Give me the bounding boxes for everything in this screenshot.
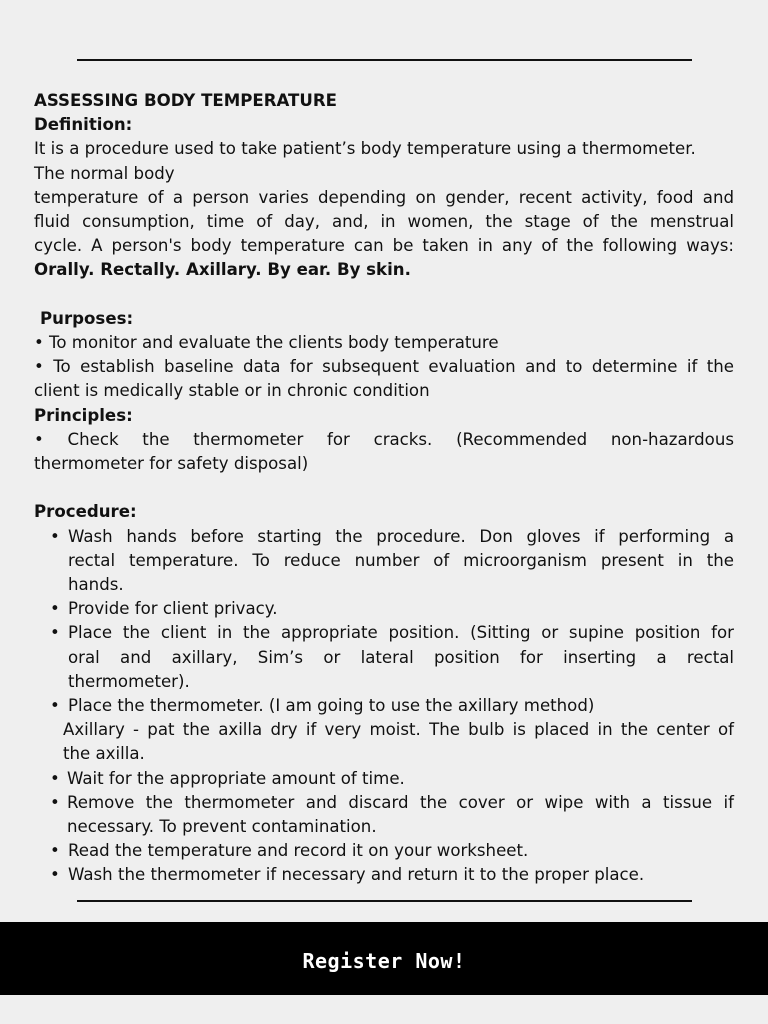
- bullet-icon: •: [50, 696, 60, 716]
- list-item: [34, 597, 734, 621]
- list-item: [34, 694, 734, 718]
- bullet-icon: •: [50, 841, 60, 861]
- register-now-button[interactable]: Register Now!: [302, 949, 466, 973]
- procedure-line: Provide for client privacy.: [68, 599, 278, 619]
- document-title: ASSESSING BODY TEMPERATURE: [34, 91, 337, 110]
- procedure-line: Read the temperature and record it on your worksheet.: [68, 841, 529, 861]
- bullet-icon: •: [50, 768, 60, 788]
- procedure-line: oral and axillary, Sim’s or lateral position for inserting a rectal: [68, 647, 734, 667]
- bullet-icon: •: [50, 792, 60, 812]
- purpose-line: client is medically stable or in chronic condition: [34, 381, 430, 401]
- axillary-note-line: the axilla.: [63, 744, 145, 764]
- procedure-line: Wait for the appropriate amount of time.: [67, 768, 405, 788]
- procedure-line: Wash hands before starting the procedure. Don gloves if performing a: [68, 526, 734, 546]
- purpose-line: • To establish baseline data for subsequent evaluation and to determine if the: [34, 357, 734, 377]
- principle-line: • Check the thermometer for cracks. (Recommended non-hazardous: [34, 429, 734, 449]
- definition-line: It is a procedure used to take patient’s body temperature using a thermometer.: [34, 139, 696, 159]
- definition-line: The normal body: [34, 163, 175, 183]
- list-item: [34, 621, 734, 694]
- measurement-ways: Orally. Rectally. Axillary. By ear. By skin.: [34, 260, 411, 280]
- definition-line: fluid consumption, time of day, and, in women, the stage of the menstrual: [34, 212, 734, 232]
- bullet-icon: •: [50, 623, 60, 643]
- procedure-list-continued: [34, 767, 734, 888]
- procedure-line: necessary. To prevent contamination.: [67, 817, 377, 837]
- list-item: [34, 525, 734, 598]
- bullet-icon: •: [50, 526, 60, 546]
- spacer: [34, 283, 734, 307]
- document-body: [34, 89, 734, 888]
- bullet-icon: •: [50, 865, 60, 885]
- spacer: [34, 476, 734, 500]
- principle-line: thermometer for safety disposal): [34, 454, 309, 474]
- procedure-line: Place the thermometer. (I am going to use the axillary method): [68, 696, 595, 716]
- list-item: [34, 791, 734, 839]
- top-divider: [77, 59, 692, 61]
- bottom-divider: [77, 900, 692, 902]
- procedure-line: hands.: [68, 575, 124, 595]
- axillary-note-line: Axillary - pat the axilla dry if very moist. The bulb is placed in the center of: [63, 720, 734, 740]
- list-item: [34, 839, 734, 863]
- list-item: [34, 767, 734, 791]
- purpose-line: • To monitor and evaluate the clients body temperature: [34, 333, 499, 353]
- procedure-line: thermometer).: [68, 671, 190, 691]
- definition-heading: Definition:: [34, 115, 133, 135]
- list-item: [34, 863, 734, 887]
- axillary-note: [34, 718, 734, 766]
- bullet-icon: •: [50, 599, 60, 619]
- procedure-line: Remove the thermometer and discard the cover or wipe with a tissue if: [67, 792, 734, 812]
- principles-heading: Principles:: [34, 405, 133, 425]
- register-now-banner[interactable]: [0, 922, 768, 995]
- procedure-line: Wash the thermometer if necessary and return it to the proper place.: [68, 865, 645, 885]
- procedure-list: [34, 525, 734, 719]
- procedure-line: Place the client in the appropriate position. (Sitting or supine position for: [68, 623, 734, 643]
- purposes-heading: Purposes:: [40, 308, 134, 328]
- procedure-heading: Procedure:: [34, 502, 137, 522]
- procedure-line: rectal temperature. To reduce number of microorganism present in the: [68, 550, 734, 570]
- definition-line: temperature of a person varies depending on gender, recent activity, food and: [34, 187, 734, 207]
- definition-line: cycle. A person's body temperature can be taken in any of the following ways:: [34, 236, 734, 256]
